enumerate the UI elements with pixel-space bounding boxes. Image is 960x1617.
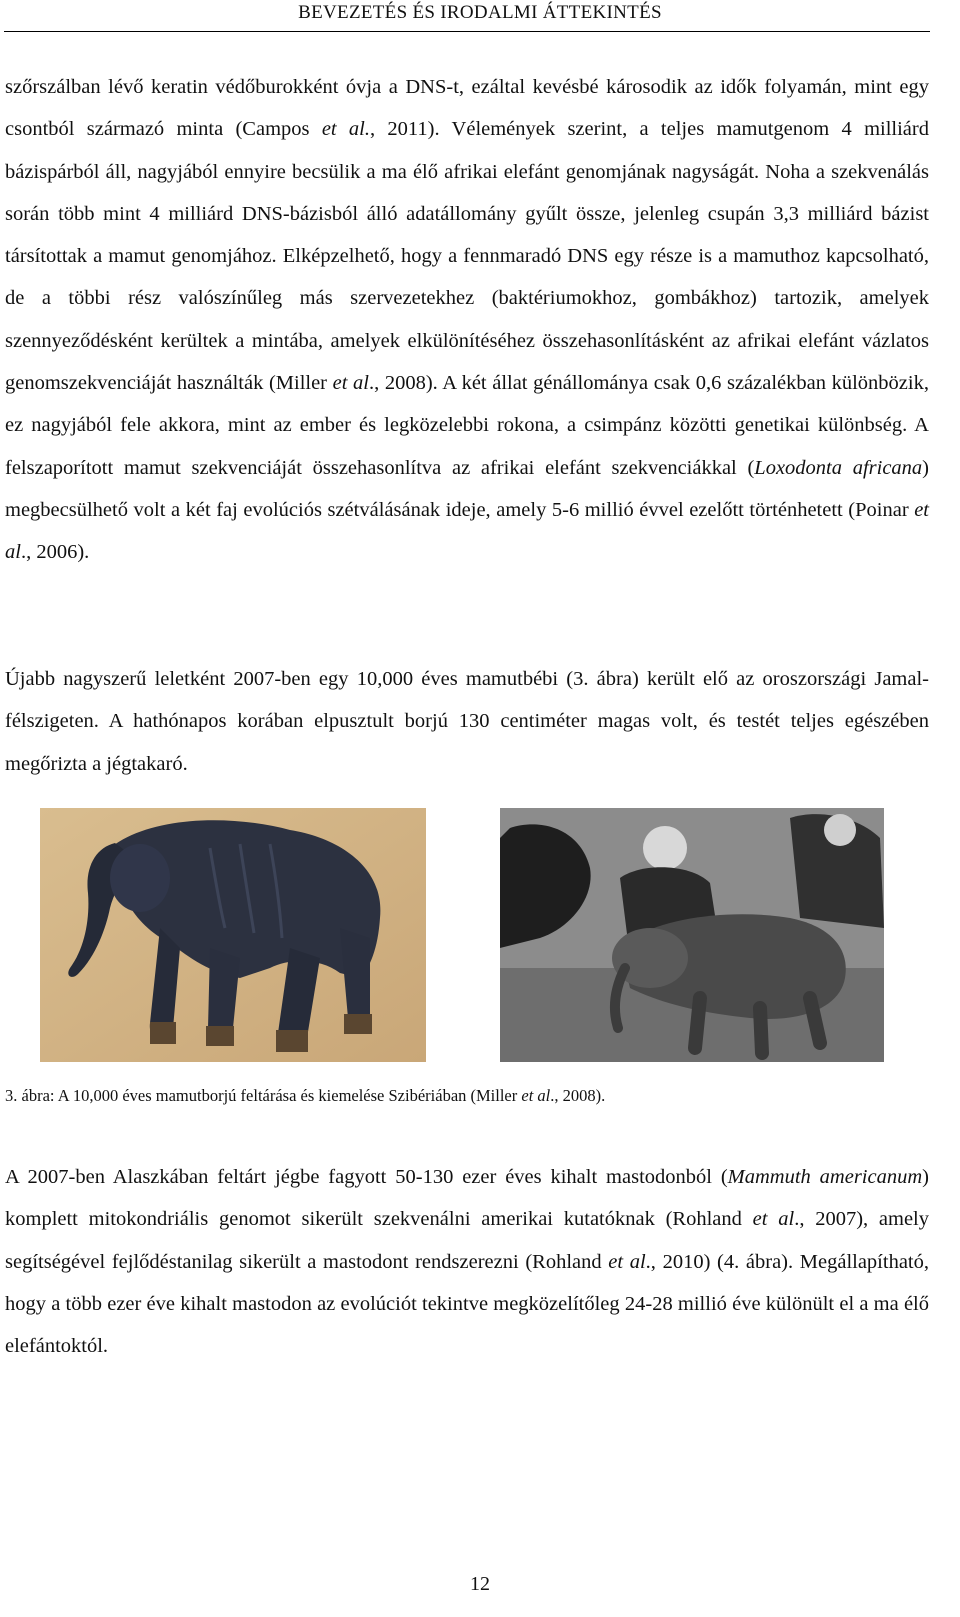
text-run: ) komplett mitokondriális genomot sikerült szekvenálni amerikai kutatóknak (Rohland [5, 1166, 929, 1231]
text-run: szőrszálban lévő keratin védőburokként óvja a DNS-t, ezáltal kevésbé károsodik az idők folyamán, mint egy csontból származó minta (Campos [5, 76, 929, 141]
italic-text: et al [608, 1250, 646, 1273]
paragraph-dna-genome [5, 66, 929, 574]
photo-excavation [500, 808, 884, 1062]
text-run: Újabb nagyszerű leletként 2007-ben egy 10,000 éves mamutbébi (3. ábra) került elő az oroszországi Jamal-félszigeten. A hathónapos korában elpusztult borjú 130 centiméter magas volt, és testét teljes egészében megőrizta a jégtakaró. [5, 668, 929, 775]
figure-caption [5, 1086, 605, 1106]
text-run: ) megbecsülhető volt a két faj evolúciós szétválásának ideje, amely 5-6 millió évvel ezelőtt történhetett (Poinar [5, 456, 929, 521]
page-number: 12 [470, 1573, 490, 1595]
paragraph-text [5, 66, 929, 574]
text-run: ., 2008). [550, 1086, 606, 1105]
italic-text: et al [752, 1208, 795, 1231]
text-run: A 2007-ben Alaszkában feltárt jégbe fagyott 50-130 ezer éves kihalt mastodonból ( [5, 1166, 728, 1188]
text-run: , 2011). Vélemények szerint, a teljes mamutgenom 4 milliárd bázispárból áll, nagyjából ennyire becsülik a ma élő afrikai elefánt genomjának nagyságát. Noha a szekvenálás során több mint 4 milliárd DNS-bázisból álló adatállomány gyűlt össze, jelenleg csupán 3,3 milliárd bázist társítottak a mamut genomjához. Elképzelhető, hogy a fennmaradó DNS egy része is a mamuthoz kapcsolható, de a többi rész valószínűleg más szervezetekhez (baktériumokhoz, gombákhoz) tartozik, amelyek szennyeződésként kerültek a mintába, amelyek elkülönítéséhez összehasonlításként az afrikai elefánt vázlatos genomszekvenciáját használták (Miller [5, 118, 929, 395]
mammoth-calf-illustration [40, 808, 426, 1062]
italic-text: et al [332, 372, 369, 395]
text-run: 3. ábra: A 10,000 éves mamutborjú feltárása és kiemelése Szibériában (Miller [5, 1086, 522, 1105]
text-run: ., 2010) (4. ábra). Megállapítható, hogy a több ezer éve kihalt mastodon az evolúciót tekintve megközelítőleg 24-28 millió éve különült el a ma élő elefántoktól. [5, 1250, 929, 1358]
italic-text: Loxodonta africana [754, 456, 923, 479]
paragraph-text [5, 1156, 929, 1367]
photo-mammoth-calf [40, 808, 426, 1062]
header-rule [4, 31, 930, 32]
italic-text: et al. [321, 118, 370, 141]
text-run: ., 2007), amely segítségével fejlődéstanilag sikerült a mastodont rendszerezni (Rohland [5, 1208, 930, 1273]
running-header: BEVEZETÉS ÉS IRODALMI ÁTTEKINTÉS [298, 2, 662, 23]
italic-text: et al [521, 1086, 551, 1105]
paragraph-mastodon [5, 1156, 929, 1367]
paragraph-mammoth-calf [5, 658, 929, 785]
text-run: ., 2008). A két állat génállománya csak 0,6 százalékban különbözik, ez nagyjából fele akkora, mint az ember és legközelebbi rokona, a csimpánz közötti genetikai különbség. A felszaporított mamut szekvenciáját összehasonlítva az afrikai elefánt szekvenciákkal ( [5, 372, 929, 479]
text-run: ., 2006). [20, 541, 90, 564]
excavation-illustration [500, 808, 884, 1062]
italic-text: Mammuth americanum [727, 1166, 923, 1188]
italic-text: et al [5, 498, 929, 564]
paragraph-text [5, 658, 929, 785]
